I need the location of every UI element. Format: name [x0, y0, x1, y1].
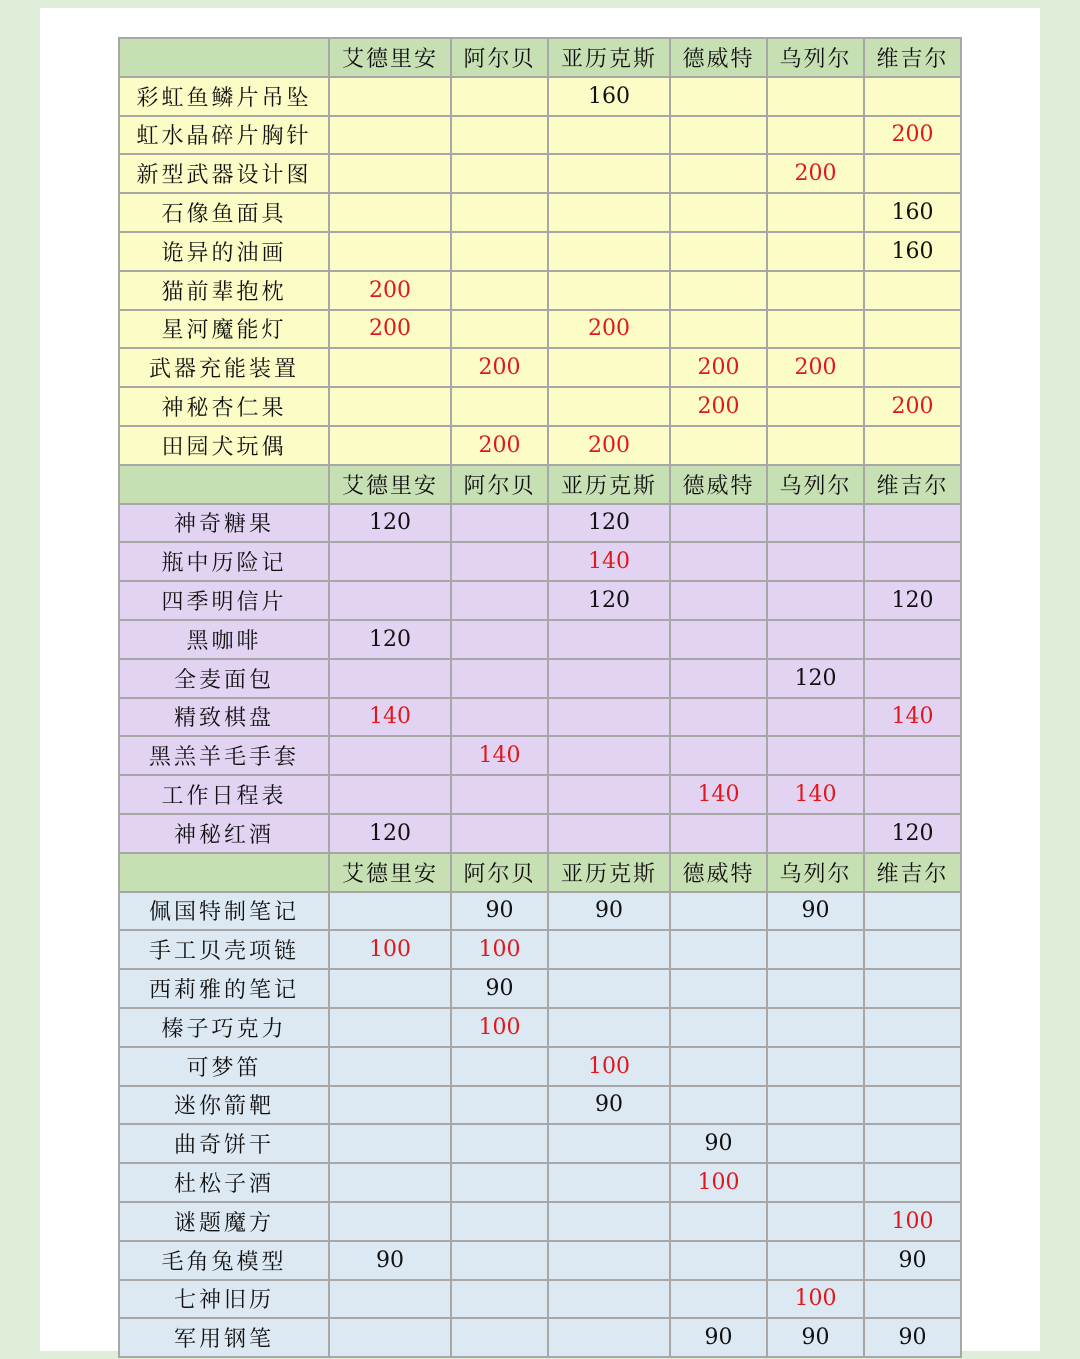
item-name-cell: 神秘红酒	[119, 814, 329, 853]
table-row	[119, 1163, 961, 1202]
favor-value-cell	[451, 1163, 548, 1202]
favor-value-cell: 120	[864, 581, 961, 620]
favor-value-cell	[767, 232, 864, 271]
favor-value-cell	[864, 154, 961, 193]
column-header: 维吉尔	[864, 465, 961, 504]
favor-value-cell: 90	[864, 1241, 961, 1280]
table-row	[119, 542, 961, 581]
column-header: 德威特	[670, 38, 767, 77]
favor-value-cell	[548, 348, 670, 387]
item-name-cell: 精致棋盘	[119, 698, 329, 737]
item-name-cell: 黑咖啡	[119, 620, 329, 659]
favor-value-cell	[670, 698, 767, 737]
favor-value-cell	[451, 232, 548, 271]
favor-value-cell	[670, 193, 767, 232]
favor-value-cell	[451, 659, 548, 698]
table-row	[119, 1202, 961, 1241]
table-row	[119, 426, 961, 465]
favor-value-cell	[548, 698, 670, 737]
header-corner-cell	[119, 465, 329, 504]
table-row	[119, 348, 961, 387]
favor-value-cell	[451, 620, 548, 659]
column-header: 德威特	[670, 465, 767, 504]
item-name-cell: 星河魔能灯	[119, 310, 329, 349]
gift-preference-table	[118, 37, 962, 1358]
favor-value-cell: 200	[548, 426, 670, 465]
column-header: 亚历克斯	[548, 853, 670, 892]
favor-value-cell	[451, 1047, 548, 1086]
column-header: 乌列尔	[767, 853, 864, 892]
favor-value-cell	[767, 1047, 864, 1086]
favor-value-cell: 160	[864, 193, 961, 232]
favor-value-cell	[767, 116, 864, 155]
favor-value-cell	[329, 1008, 451, 1047]
favor-value-cell: 200	[451, 426, 548, 465]
favor-value-cell	[670, 1241, 767, 1280]
favor-value-cell: 200	[548, 310, 670, 349]
table-row	[119, 310, 961, 349]
table-row	[119, 969, 961, 1008]
column-header: 德威特	[670, 853, 767, 892]
favor-value-cell	[451, 1318, 548, 1357]
favor-value-cell	[451, 1202, 548, 1241]
favor-value-cell	[670, 1008, 767, 1047]
favor-value-cell	[670, 426, 767, 465]
favor-value-cell: 120	[548, 504, 670, 543]
favor-value-cell: 140	[670, 775, 767, 814]
favor-value-cell	[670, 1280, 767, 1319]
favor-value-cell	[670, 310, 767, 349]
favor-value-cell	[670, 620, 767, 659]
favor-value-cell: 200	[329, 310, 451, 349]
favor-value-cell: 140	[767, 775, 864, 814]
favor-value-cell	[864, 1163, 961, 1202]
column-header: 阿尔贝	[451, 853, 548, 892]
favor-value-cell	[670, 814, 767, 853]
table-row	[119, 387, 961, 426]
column-header: 维吉尔	[864, 853, 961, 892]
favor-value-cell	[767, 1241, 864, 1280]
column-header: 艾德里安	[329, 853, 451, 892]
favor-value-cell	[670, 1047, 767, 1086]
table-row	[119, 1047, 961, 1086]
favor-value-cell	[670, 504, 767, 543]
favor-value-cell	[329, 116, 451, 155]
table-row	[119, 620, 961, 659]
favor-value-cell	[864, 930, 961, 969]
favor-value-cell	[767, 1086, 864, 1125]
table-row	[119, 659, 961, 698]
favor-value-cell	[670, 77, 767, 116]
favor-value-cell: 100	[670, 1163, 767, 1202]
favor-value-cell	[670, 154, 767, 193]
favor-value-cell	[864, 1086, 961, 1125]
favor-value-cell	[451, 116, 548, 155]
favor-value-cell	[767, 930, 864, 969]
favor-value-cell	[670, 969, 767, 1008]
favor-value-cell	[329, 1163, 451, 1202]
header-corner-cell	[119, 853, 329, 892]
favor-value-cell	[767, 426, 864, 465]
item-name-cell: 毛角兔模型	[119, 1241, 329, 1280]
favor-value-cell: 90	[451, 892, 548, 931]
favor-value-cell: 90	[548, 1086, 670, 1125]
favor-value-cell	[548, 620, 670, 659]
favor-value-cell: 120	[329, 814, 451, 853]
table-row	[119, 271, 961, 310]
favor-value-cell	[864, 1008, 961, 1047]
table-row	[119, 775, 961, 814]
favor-value-cell	[548, 736, 670, 775]
favor-value-cell	[548, 969, 670, 1008]
table-row	[119, 930, 961, 969]
favor-value-cell	[767, 736, 864, 775]
favor-value-cell: 140	[548, 542, 670, 581]
favor-value-cell	[451, 698, 548, 737]
favor-value-cell	[548, 1008, 670, 1047]
table-row	[119, 1318, 961, 1357]
favor-value-cell	[548, 1124, 670, 1163]
favor-value-cell	[670, 736, 767, 775]
favor-value-cell: 200	[670, 348, 767, 387]
favor-value-cell	[451, 775, 548, 814]
favor-value-cell	[451, 154, 548, 193]
favor-value-cell	[767, 620, 864, 659]
favor-value-cell: 200	[451, 348, 548, 387]
favor-value-cell: 100	[451, 1008, 548, 1047]
favor-value-cell	[548, 775, 670, 814]
favor-value-cell: 90	[864, 1318, 961, 1357]
favor-value-cell	[670, 581, 767, 620]
item-name-cell: 诡异的油画	[119, 232, 329, 271]
column-header: 阿尔贝	[451, 38, 548, 77]
favor-value-cell	[451, 387, 548, 426]
favor-value-cell	[670, 116, 767, 155]
item-name-cell: 四季明信片	[119, 581, 329, 620]
favor-value-cell	[767, 581, 864, 620]
item-name-cell: 武器充能装置	[119, 348, 329, 387]
favor-value-cell	[451, 310, 548, 349]
favor-value-cell	[329, 892, 451, 931]
favor-value-cell	[864, 1280, 961, 1319]
column-header: 艾德里安	[329, 465, 451, 504]
table-row	[119, 1241, 961, 1280]
favor-value-cell	[864, 271, 961, 310]
favor-value-cell	[548, 659, 670, 698]
favor-value-cell	[864, 1124, 961, 1163]
item-name-cell: 瓶中历险记	[119, 542, 329, 581]
favor-value-cell	[451, 77, 548, 116]
table-row	[119, 581, 961, 620]
favor-value-cell	[864, 620, 961, 659]
favor-value-cell	[451, 1124, 548, 1163]
favor-value-cell: 90	[329, 1241, 451, 1280]
favor-value-cell: 100	[767, 1280, 864, 1319]
favor-value-cell: 90	[451, 969, 548, 1008]
favor-value-cell	[670, 542, 767, 581]
item-name-cell: 谜题魔方	[119, 1202, 329, 1241]
favor-value-cell	[329, 193, 451, 232]
favor-value-cell	[548, 1163, 670, 1202]
favor-value-cell	[451, 504, 548, 543]
favor-value-cell: 200	[670, 387, 767, 426]
favor-value-cell	[670, 1202, 767, 1241]
favor-value-cell	[864, 310, 961, 349]
table-row	[119, 1086, 961, 1125]
favor-value-cell	[329, 387, 451, 426]
favor-value-cell	[767, 1008, 864, 1047]
column-header: 维吉尔	[864, 38, 961, 77]
favor-value-cell: 90	[670, 1318, 767, 1357]
table-row	[119, 1280, 961, 1319]
table-row	[119, 1008, 961, 1047]
column-header: 亚历克斯	[548, 38, 670, 77]
table-row	[119, 1124, 961, 1163]
favor-value-cell: 100	[864, 1202, 961, 1241]
favor-value-cell	[329, 542, 451, 581]
favor-value-cell	[329, 581, 451, 620]
favor-value-cell	[329, 1086, 451, 1125]
favor-value-cell: 160	[864, 232, 961, 271]
favor-value-cell: 100	[329, 930, 451, 969]
favor-value-cell	[864, 969, 961, 1008]
favor-value-cell	[451, 1280, 548, 1319]
item-name-cell: 军用钢笔	[119, 1318, 329, 1357]
favor-value-cell	[864, 542, 961, 581]
favor-value-cell	[548, 1241, 670, 1280]
favor-value-cell	[548, 193, 670, 232]
favor-value-cell	[329, 775, 451, 814]
column-header: 亚历克斯	[548, 465, 670, 504]
header-corner-cell	[119, 38, 329, 77]
item-name-cell: 神秘杏仁果	[119, 387, 329, 426]
table-row	[119, 116, 961, 155]
favor-value-cell	[329, 232, 451, 271]
favor-value-cell	[767, 542, 864, 581]
item-name-cell: 迷你箭靶	[119, 1086, 329, 1125]
column-header: 阿尔贝	[451, 465, 548, 504]
item-name-cell: 新型武器设计图	[119, 154, 329, 193]
favor-value-cell	[767, 504, 864, 543]
item-name-cell: 猫前辈抱枕	[119, 271, 329, 310]
favor-value-cell: 120	[548, 581, 670, 620]
item-name-cell: 全麦面包	[119, 659, 329, 698]
favor-value-cell: 120	[767, 659, 864, 698]
item-name-cell: 彩虹鱼鳞片吊坠	[119, 77, 329, 116]
favor-value-cell: 100	[451, 930, 548, 969]
item-name-cell: 榛子巧克力	[119, 1008, 329, 1047]
favor-value-cell	[329, 1047, 451, 1086]
favor-value-cell	[767, 698, 864, 737]
favor-value-cell	[864, 1047, 961, 1086]
favor-value-cell: 200	[864, 387, 961, 426]
favor-value-cell: 200	[767, 154, 864, 193]
favor-value-cell	[451, 1086, 548, 1125]
favor-value-cell	[548, 1280, 670, 1319]
favor-value-cell: 200	[767, 348, 864, 387]
table-body	[119, 38, 961, 1357]
favor-value-cell: 160	[548, 77, 670, 116]
favor-value-cell	[767, 1124, 864, 1163]
favor-value-cell	[329, 77, 451, 116]
item-name-cell: 田园犬玩偶	[119, 426, 329, 465]
favor-value-cell	[548, 387, 670, 426]
favor-value-cell	[329, 969, 451, 1008]
section-header-row	[119, 853, 961, 892]
favor-value-cell	[548, 1318, 670, 1357]
favor-value-cell: 90	[670, 1124, 767, 1163]
favor-value-cell: 100	[548, 1047, 670, 1086]
table-row	[119, 77, 961, 116]
item-name-cell: 手工贝壳项链	[119, 930, 329, 969]
favor-value-cell	[670, 892, 767, 931]
favor-value-cell	[864, 348, 961, 387]
favor-value-cell	[451, 814, 548, 853]
item-name-cell: 工作日程表	[119, 775, 329, 814]
table-row	[119, 154, 961, 193]
item-name-cell: 杜松子酒	[119, 1163, 329, 1202]
section-header-row	[119, 465, 961, 504]
table-row	[119, 814, 961, 853]
favor-value-cell: 120	[329, 620, 451, 659]
favor-value-cell	[451, 271, 548, 310]
favor-value-cell	[451, 542, 548, 581]
favor-value-cell: 120	[329, 504, 451, 543]
favor-value-cell	[548, 232, 670, 271]
favor-value-cell: 90	[767, 892, 864, 931]
item-name-cell: 黑羔羊毛手套	[119, 736, 329, 775]
item-name-cell: 佩国特制笔记	[119, 892, 329, 931]
favor-value-cell	[451, 581, 548, 620]
favor-value-cell	[864, 426, 961, 465]
favor-value-cell	[451, 193, 548, 232]
favor-value-cell	[329, 1318, 451, 1357]
item-name-cell: 可梦笛	[119, 1047, 329, 1086]
favor-value-cell	[329, 1124, 451, 1163]
favor-value-cell	[670, 1086, 767, 1125]
favor-value-cell	[767, 271, 864, 310]
favor-value-cell: 140	[451, 736, 548, 775]
favor-value-cell	[548, 814, 670, 853]
table-row	[119, 504, 961, 543]
favor-value-cell: 140	[329, 698, 451, 737]
favor-value-cell	[767, 193, 864, 232]
favor-value-cell	[329, 348, 451, 387]
favor-value-cell	[767, 814, 864, 853]
favor-value-cell	[329, 736, 451, 775]
favor-value-cell: 200	[329, 271, 451, 310]
favor-value-cell	[864, 659, 961, 698]
favor-value-cell	[670, 930, 767, 969]
favor-value-cell	[670, 659, 767, 698]
favor-value-cell	[767, 387, 864, 426]
favor-value-cell	[767, 1202, 864, 1241]
favor-value-cell	[329, 1202, 451, 1241]
favor-value-cell: 200	[864, 116, 961, 155]
favor-value-cell	[864, 892, 961, 931]
item-name-cell: 曲奇饼干	[119, 1124, 329, 1163]
table-row	[119, 892, 961, 931]
table-row	[119, 736, 961, 775]
favor-value-cell	[548, 154, 670, 193]
favor-value-cell	[864, 77, 961, 116]
item-name-cell: 石像鱼面具	[119, 193, 329, 232]
favor-value-cell	[329, 426, 451, 465]
favor-value-cell	[767, 969, 864, 1008]
column-header: 艾德里安	[329, 38, 451, 77]
item-name-cell: 虹水晶碎片胸针	[119, 116, 329, 155]
favor-value-cell	[329, 154, 451, 193]
favor-value-cell	[548, 930, 670, 969]
favor-value-cell	[864, 736, 961, 775]
table-row	[119, 698, 961, 737]
favor-value-cell	[864, 504, 961, 543]
favor-value-cell	[329, 1280, 451, 1319]
favor-value-cell	[670, 232, 767, 271]
favor-value-cell	[767, 77, 864, 116]
column-header: 乌列尔	[767, 465, 864, 504]
favor-value-cell	[451, 1241, 548, 1280]
favor-value-cell: 140	[864, 698, 961, 737]
favor-value-cell	[767, 1163, 864, 1202]
section-header-row	[119, 38, 961, 77]
item-name-cell: 神奇糖果	[119, 504, 329, 543]
favor-value-cell: 120	[864, 814, 961, 853]
table-row	[119, 193, 961, 232]
table-row	[119, 232, 961, 271]
item-name-cell: 西莉雅的笔记	[119, 969, 329, 1008]
favor-value-cell	[670, 271, 767, 310]
favor-value-cell	[548, 1202, 670, 1241]
favor-value-cell	[548, 271, 670, 310]
favor-value-cell	[329, 659, 451, 698]
column-header: 乌列尔	[767, 38, 864, 77]
favor-value-cell: 90	[548, 892, 670, 931]
item-name-cell: 七神旧历	[119, 1280, 329, 1319]
favor-value-cell	[767, 310, 864, 349]
favor-value-cell	[864, 775, 961, 814]
favor-value-cell	[548, 116, 670, 155]
favor-value-cell: 90	[767, 1318, 864, 1357]
